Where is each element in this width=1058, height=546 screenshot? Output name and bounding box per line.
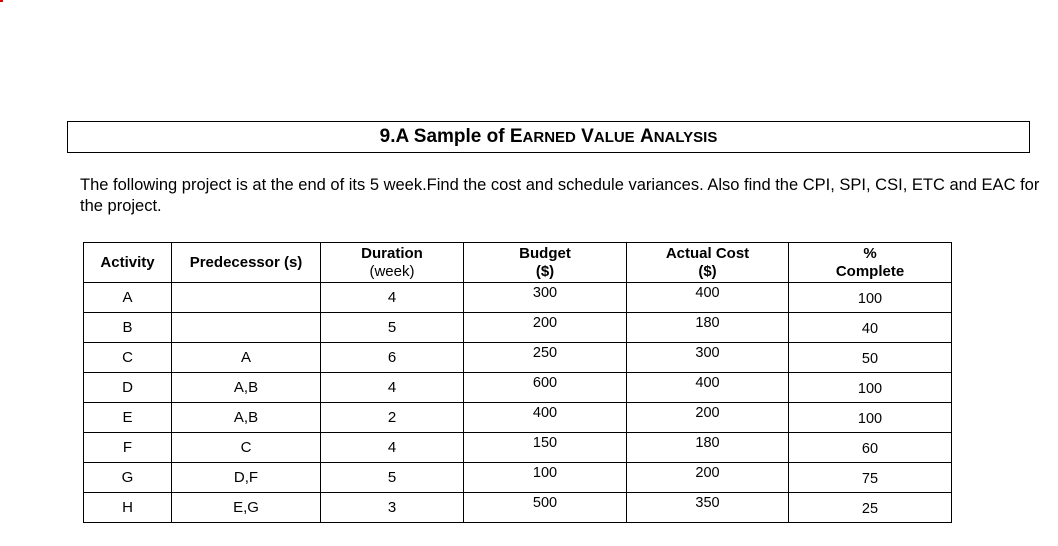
cell-budget: 500 (464, 493, 627, 523)
cell-predecessor: A (172, 343, 321, 373)
cell-activity: B (84, 313, 172, 343)
cell-predecessor: A,B (172, 403, 321, 433)
table-header-row (84, 243, 952, 283)
earned-value-table (83, 242, 952, 523)
table-row (84, 283, 952, 313)
cell-activity: G (84, 463, 172, 493)
title-word-2-initial: V (581, 126, 594, 147)
table-row (84, 433, 952, 463)
cell-actual-cost: 180 (627, 433, 789, 463)
cell-duration: 4 (321, 283, 464, 313)
cell-budget: 200 (464, 313, 627, 343)
header-actual-cost: Actual Cost ($) (627, 243, 789, 283)
cell-actual-cost: 200 (627, 463, 789, 493)
title-prefix: 9.A Sample of (379, 126, 510, 147)
cell-percent-complete: 100 (789, 403, 952, 433)
cell-predecessor: D,F (172, 463, 321, 493)
cell-predecessor (172, 313, 321, 343)
cell-activity: H (84, 493, 172, 523)
cell-percent-complete: 25 (789, 493, 952, 523)
cell-budget: 100 (464, 463, 627, 493)
cell-budget: 300 (464, 283, 627, 313)
title-word-1-rest: ARNED (522, 129, 576, 146)
table-row (84, 343, 952, 373)
cell-budget: 600 (464, 373, 627, 403)
cell-predecessor: C (172, 433, 321, 463)
cell-duration: 5 (321, 463, 464, 493)
cell-duration: 4 (321, 373, 464, 403)
cell-actual-cost: 200 (627, 403, 789, 433)
intro-paragraph: The following project is at the end of its 5 week.Find the cost and schedule variances. Also find the CPI, SPI, CSI, ETC and EAC for the project. (80, 176, 1040, 215)
cell-percent-complete: 40 (789, 313, 952, 343)
cell-percent-complete: 60 (789, 433, 952, 463)
cell-activity: C (84, 343, 172, 373)
title-word-1-initial: E (509, 126, 523, 147)
cell-duration: 3 (321, 493, 464, 523)
header-predecessor: Predecessor (s) (172, 243, 321, 283)
cell-budget: 150 (464, 433, 627, 463)
cell-duration: 6 (321, 343, 464, 373)
cell-actual-cost: 400 (627, 283, 789, 313)
title-box (67, 121, 1030, 153)
table-row (84, 463, 952, 493)
header-budget: Budget ($) (464, 243, 627, 283)
cell-duration: 2 (321, 403, 464, 433)
corner-mark (0, 0, 3, 2)
cell-predecessor: A,B (172, 373, 321, 403)
cell-actual-cost: 400 (627, 373, 789, 403)
header-activity: Activity (84, 243, 172, 283)
cell-budget: 400 (464, 403, 627, 433)
table-row (84, 313, 952, 343)
cell-actual-cost: 180 (627, 313, 789, 343)
table-row (84, 403, 952, 433)
cell-activity: D (84, 373, 172, 403)
page-title (380, 126, 718, 148)
cell-duration: 5 (321, 313, 464, 343)
cell-duration: 4 (321, 433, 464, 463)
cell-activity: F (84, 433, 172, 463)
cell-actual-cost: 350 (627, 493, 789, 523)
header-duration: Duration (week) (321, 243, 464, 283)
title-word-3-initial: A (639, 126, 654, 147)
cell-percent-complete: 75 (789, 463, 952, 493)
table-row (84, 373, 952, 403)
cell-percent-complete: 50 (789, 343, 952, 373)
cell-budget: 250 (464, 343, 627, 373)
table-row (84, 493, 952, 523)
cell-activity: E (84, 403, 172, 433)
cell-actual-cost: 300 (627, 343, 789, 373)
title-word-2-rest: ALUE (593, 129, 635, 146)
cell-percent-complete: 100 (789, 373, 952, 403)
cell-activity: A (84, 283, 172, 313)
header-percent-complete: % Complete (789, 243, 952, 283)
cell-predecessor (172, 283, 321, 313)
cell-predecessor: E,G (172, 493, 321, 523)
title-word-3-rest: NALYSIS (653, 129, 718, 146)
cell-percent-complete: 100 (789, 283, 952, 313)
